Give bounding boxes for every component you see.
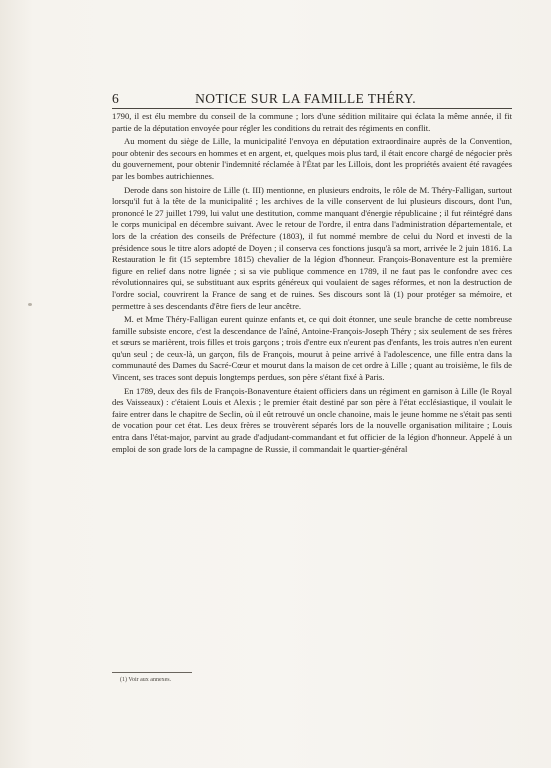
paper-speck — [28, 303, 32, 306]
paragraph-2: Au moment du siège de Lille, la municipalité l'envoya en députation extraordinaire auprès de la Convention, pour obtenir des secours en hommes et en argent, et, quelques mois plus tard, il était encore chargé de négocier près du gouvernement, pour obtenir l'indemnité réclamée à l'État par les Lillois, dont les propriétés avaient été ravagées par les bombes autrichiennes. — [112, 136, 512, 181]
header-rule — [112, 108, 512, 109]
footnote: (1) Voir aux annexes. — [120, 677, 172, 683]
paragraph-1: 1790, il est élu membre du conseil de la commune ; lors d'une sédition militaire qui éclata la même année, il fit partie de la députation envoyée pour régler les conditions du retrait des régiments en conflit. — [112, 111, 512, 133]
page-number: 6 — [112, 91, 120, 106]
paragraph-3: Derode dans son histoire de Lille (t. III) mentionne, en plusieurs endroits, le rôle de M. Théry-Falligan, surtout lorsqu'il fut à la tête de la municipalité ; les archives de la ville conservent de lui plusieurs discours, dont l'un, prononcé le 27 juillet 1799, lui valut une destitution, comme manquant d'énergie républicaine ; il fut réintégré dans le corps municipal en décembre suivant. Avec le retour de l'ordre, il entra dans l'administration départementale, et lors de la création des conseils de Préfecture (1803), il fut nommé membre de celui du Nord et investi de la présidence sous le titre alors adopté de Doyen ; il conserva ces fonctions jusqu'à sa mort, arrivée le 2 juin 1816. La Restauration le fit (15 septembre 1815) chevalier de la légion d'honneur. François-Bonaventure est la première figure en relief dans notre lignée ; si sa vie publique commence en 1789, il ne faut pas le confondre avec ces révolutionnaires qui, se substituant aux esprits généreux qui voulaient de sages réformes, et non la destruction de l'ordre social, couvrirent la France de sang et de ruines. Ses discours sont là (1) pour protéger sa mémoire, et permettre à ses descendants d'être fiers de leur ancêtre. — [112, 184, 512, 311]
body-text — [112, 111, 512, 457]
paragraph-4: M. et Mme Théry-Falligan eurent quinze enfants et, ce qui doit étonner, une seule branche de cette nombreuse famille subsiste encore, c'est la descendance de l'aîné, Antoine-François-Joseph Théry ; six seulement de ses frères et sœurs se marièrent, trois filles et trois garçons ; trois d'entre eux n'eurent pas d'enfants, les trois autres n'en eurent qu'un seul ; de ceux-là, un garçon, fils de François, mourut à peine arrivé à l'adolescence, une fille entra dans la communauté des Dames du Sacré-Cœur et mourut dans la maison de cet ordre à Lille ; quant au troisième, le fils de Vincent, ses traces sont depuis longtemps perdues, son père s'étant fixé à Paris. — [112, 314, 512, 383]
page-header — [112, 91, 512, 107]
footnote-rule — [112, 672, 192, 673]
paragraph-5: En 1789, deux des fils de François-Bonaventure étaient officiers dans un régiment en garnison à Lille (le Royal des Vaisseaux) : c'étaient Louis et Alexis ; le premier était destiné par son père à l'état ecclésiastique, il voulait le faire entrer dans le chapitre de Seclin, où il eût retrouvé un oncle chanoine, mais le jeune homme ne s'était pas senti de vocation pour cet état. Les deux frères se trouvèrent séparés lors de la nouvelle organisation militaire ; Louis entra dans l'état-major, parvint au grade d'adjudant-commandant et fut officier de la légion d'honneur. Appelé à un emploi de son grade lors de la campagne de Russie, il commandait le quartier-général — [112, 385, 512, 454]
running-title: NOTICE SUR LA FAMILLE THÉRY. — [195, 91, 416, 106]
